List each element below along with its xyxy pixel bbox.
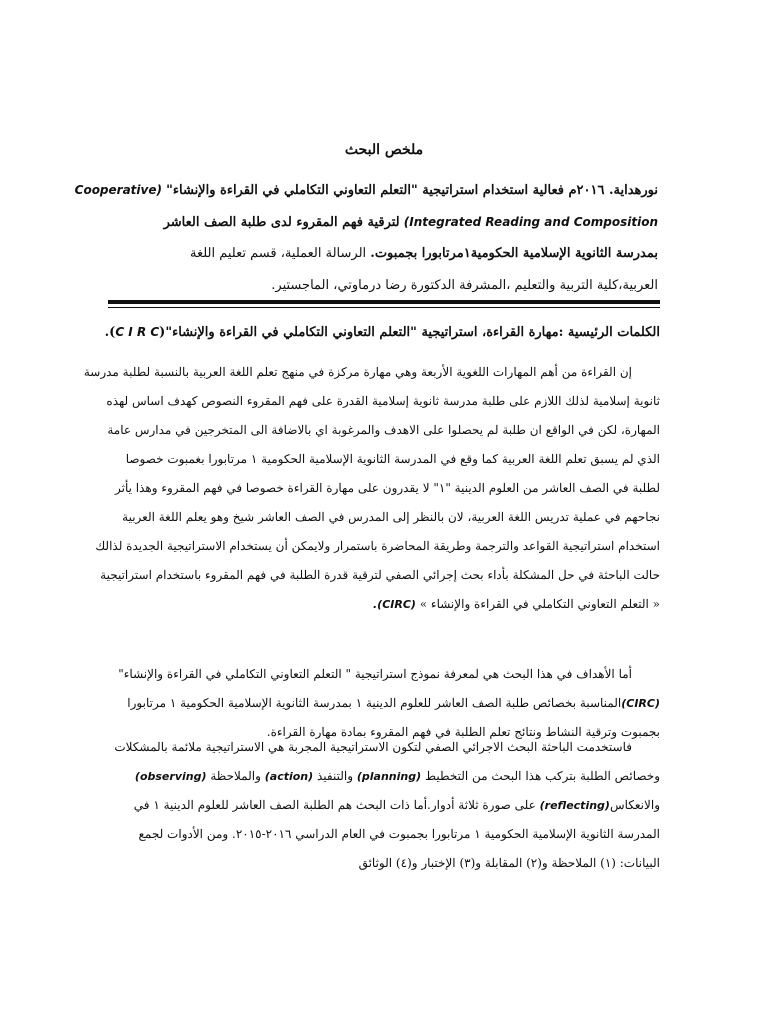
bibliography-title-cont: لترقية فهم المقروء لدى طلبة الصف العاشر bbox=[163, 215, 400, 230]
bibliography-block bbox=[74, 174, 658, 302]
paragraph-text: وخصائص الطلبة بتركب هذا البحث من التخطيط bbox=[424, 769, 660, 783]
paragraph-line: بجمبوت وترقية النشاط ونتائج تعلم الطلبة في فهم المقروء بمادة مهارة القراءة. bbox=[266, 725, 660, 739]
paragraph-line: استخدام استراتيجية القواعد والترجمة وطريقة المحاضرة باستمرار ولايمكن أن يستخدام الاستراتيجية الجديدة لذالك bbox=[95, 539, 660, 553]
bibliography-english-term-cont: Integrated Reading and Composition) bbox=[403, 215, 658, 229]
bibliography-title-text: نورهداية. ٢٠١٦م فعالية استخدام استراتيجية "التعلم التعاوني التكاملي في القراءة والإنشاء" bbox=[166, 183, 658, 198]
keywords-text: الكلمات الرئيسية :مهارة القراءة، استراتيجية "التعلم التعاوني التكاملي في القراءة والإنشاء"( bbox=[159, 325, 660, 340]
paragraph-text: على صورة ثلاثة أدوار.أما ذات البحث هم الطلبة الصف العاشر للعلوم الدينية ١ في bbox=[133, 798, 536, 812]
bibliography-english-term: (Cooperative bbox=[74, 183, 162, 197]
bibliography-line-2 bbox=[108, 206, 658, 238]
paragraph-text: والانعكاس bbox=[609, 798, 660, 812]
bibliography-line-3 bbox=[108, 238, 658, 270]
bibliography-line-1 bbox=[74, 174, 658, 206]
paragraph-line: فاستخدمت الباحثة البحث الاجرائي الصفي لتكون الاستراتيجية المجربة هي الاستراتيجية ملائمة بالمشكلات bbox=[114, 740, 632, 754]
strategy-abbreviation: (CIRC). bbox=[372, 598, 416, 611]
bibliography-line-4: العربية،كلية التربية والتعليم ،المشرفة الدكتورة رضا درماوتي، الماجستير. bbox=[271, 278, 658, 293]
term-observing: (observing) bbox=[134, 770, 207, 783]
paragraph-text: والتنفيذ bbox=[317, 769, 354, 783]
paragraph-line: المهارة، لكن في الواقع ان طلبة لم يحصلوا على الاهدف والمرغوبة اي بالاضافة الى المتخرجين في مدارس عامة bbox=[107, 423, 660, 437]
keywords-end: ). bbox=[104, 325, 116, 340]
bibliography-school: بمدرسة الثانوية الإسلامية الحكومية١مرتابورا بجمبوت. bbox=[370, 246, 658, 261]
keywords-abbreviation: C I R C bbox=[115, 325, 160, 339]
term-reflecting: (reflecting) bbox=[539, 799, 610, 812]
paragraph-line: أما الأهداف في هذا البحث هي لمعرفة نموذج استراتيجية " التعلم التعاوني التكاملي في القراءة والإنشاء" bbox=[118, 667, 632, 681]
paragraph-line: حالت الباحثة في حل المشكلة بأداء بحث إجرائي الصفي لترقية قدرة الطلبة في فهم المقروء باستخدام استراتيجية bbox=[100, 568, 660, 582]
paragraph-line bbox=[108, 689, 660, 718]
paragraph-text: المناسبة بخصائص طلبة الصف العاشر للعلوم الدينية ١ بمدرسة الثانوية الإسلامية الحكومية ١ مرتابورا bbox=[127, 696, 622, 710]
paragraph-line: المدرسة الثانوية الإسلامية الحكومية ١ مرتابورا بجمبوت في العام الدراسي ٢٠١٦-٢٠١٥. ومن الأدوات لجمع bbox=[138, 827, 660, 841]
paragraph-line: لطلبة في الصف العاشر من العلوم الدينية "١" لا يقدرون على مهارة القراءة خصوصا في فهم المقروء وهذا يأثر bbox=[115, 481, 660, 495]
paragraph-line: البيانات: (١) الملاحظة و(٢) المقابلة و(٣) الإختبار و(٤) الوثائق bbox=[358, 856, 660, 870]
paragraph-line: إن القراءة من أهم المهارات اللغوية الأربعة وهي مهارة مركزة في منهج تعلم اللغة العربية بالنسبة لطلبة مدرسة bbox=[83, 365, 632, 379]
paragraph-text: والملاحظة bbox=[210, 769, 261, 783]
abstract-paragraph-1 bbox=[83, 358, 660, 619]
paragraph-line: الذي لم يسبق تعلم اللغة العربية كما وقع في المدرسة الثانوية الإسلامية الحكومية ١ مرتابورا بغمبوت خصوصا bbox=[125, 452, 660, 466]
divider-thick bbox=[108, 300, 660, 304]
keywords-line bbox=[104, 318, 660, 347]
bibliography-thesis-type: الرسالة العملية، قسم تعليم اللغة bbox=[189, 246, 367, 261]
paragraph-line: ثانوية إسلامية لذلك اللازم على طلبة مدرسة ثانوية إسلامية القدرة على فهم المقروء النصوص كهدف اساس لهذه bbox=[106, 394, 660, 408]
term-planning: (planning) bbox=[356, 770, 422, 783]
term-action: (action) bbox=[264, 770, 314, 783]
divider-thin bbox=[108, 307, 660, 308]
paragraph-line bbox=[108, 762, 660, 791]
strategy-name: « التعلم التعاوني التكاملي في القراءة والإنشاء » bbox=[419, 597, 660, 611]
abstract-paragraph-3 bbox=[108, 733, 660, 878]
paragraph-line: نجاحهم في عملية تدريس اللغة العربية، لان بالنظر إلى المدرس في الصف العاشر شيخ وهو يعلم اللغة العربية bbox=[122, 510, 660, 524]
page-title: ملخص البحث bbox=[344, 142, 424, 158]
paragraph-line bbox=[108, 791, 660, 820]
strategy-abbreviation: (CIRC) bbox=[621, 697, 660, 710]
paragraph-line bbox=[108, 590, 660, 619]
